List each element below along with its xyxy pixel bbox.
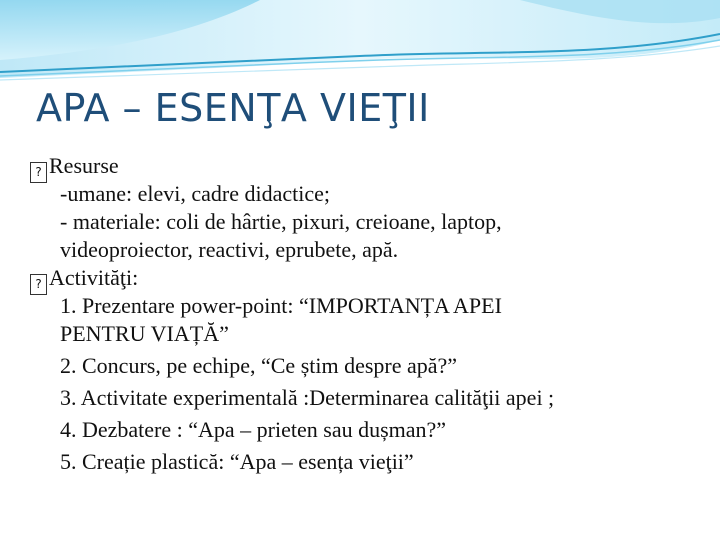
header-wave-decoration <box>0 0 720 90</box>
missing-glyph-bullet-icon: ? <box>30 162 47 183</box>
activity-item-1: 1. Prezentare power-point: “IMPORTANȚA APEI <box>60 293 502 318</box>
slide-body <box>30 152 710 476</box>
resources-line-materials-cont: videoproiector, reactivi, eprubete, apă. <box>60 237 399 262</box>
activities-heading-row <box>30 264 710 292</box>
activities-heading: Activităţi: <box>49 265 139 290</box>
activity-item-2: 2. Concurs, pe echipe, “Ce știm despre apă?” <box>60 353 458 378</box>
resources-heading-row <box>30 152 710 180</box>
missing-glyph-bullet-icon: ? <box>30 274 47 295</box>
activity-item-4: 4. Dezbatere : “Apa – prieten sau dușman?” <box>60 417 447 442</box>
activity-item-3: 3. Activitate experimentală :Determinarea calităţii apei ; <box>60 385 555 410</box>
slide-title: APA – ESENŢA VIEŢII <box>36 86 430 130</box>
activity-item-1-cont: PENTRU VIAȚĂ” <box>60 321 229 346</box>
resources-line-human: -umane: elevi, cadre didactice; <box>60 181 330 206</box>
resources-line-materials: - materiale: coli de hârtie, pixuri, creioane, laptop, <box>60 209 502 234</box>
resources-heading: Resurse <box>49 153 119 178</box>
activity-item-5: 5. Creație plastică: “Apa – esența vieţii” <box>60 449 414 474</box>
